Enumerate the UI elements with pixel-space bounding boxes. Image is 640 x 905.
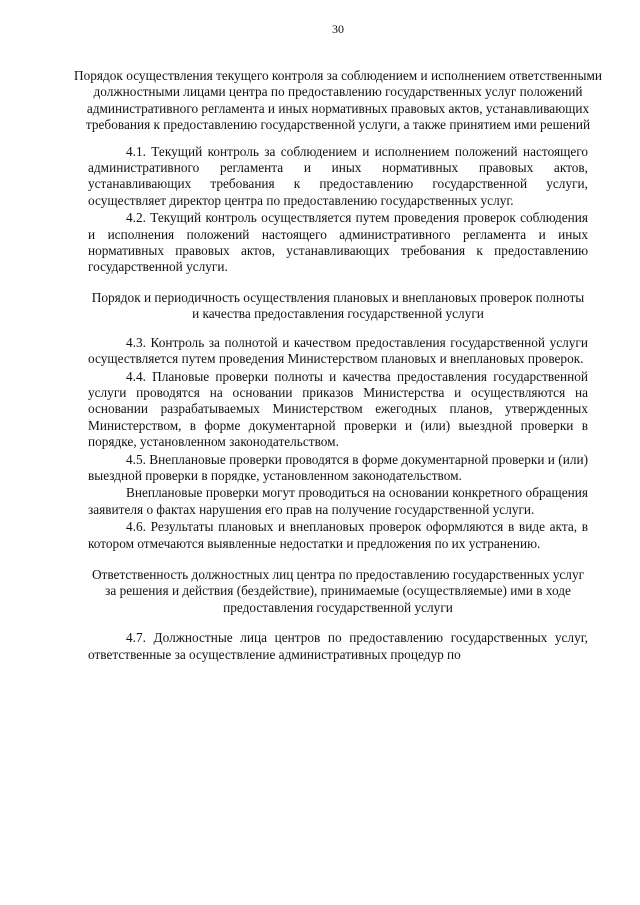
paragraph-4-6: 4.6. Результаты плановых и внеплановых проверок оформляются в виде акта, в котором отмечаются выявленные недостатки и предложения по их устранению.: [88, 519, 588, 551]
section-current-control: [88, 144, 588, 276]
section-heading-inspections: Порядок и периодичность осуществления плановых и внеплановых проверок полноты и качества предоставления государственной услуги: [91, 289, 585, 322]
paragraph-4-1: 4.1. Текущий контроль за соблюдением и исполнением положений настоящего административного регламента и иных нормативных правовых актов, устанавливающих требования к предоставлению государственной услуги, осуществляет директор центра по предоставлению государственных услуг.: [88, 143, 588, 208]
paragraph-4-5: 4.5. Внеплановые проверки проводятся в форме документарной проверки и (или) выездной проверки в порядке, установленном законодательством.: [88, 451, 588, 483]
section-responsibility: [88, 630, 588, 663]
section-heading-current-control: Порядок осуществления текущего контроля за соблюдением и исполнением ответственными должностными лицами центра по предоставлению государственных услуг положений административного регламента и иных нормативных правовых актов, устанавливающих требования к предоставлению государственной услуги, а также принятием ими решений: [74, 68, 602, 133]
paragraph-4-7: 4.7. Должностные лица центров по предоставлению государственных услуг, ответственные за осуществление административных процедур по: [88, 630, 588, 662]
page-number: 30: [332, 22, 344, 36]
paragraph-4-2: 4.2. Текущий контроль осуществляется путем проведения проверок соблюдения и исполнения положений настоящего административного регламента и иных нормативных правовых актов, устанавливающих требования к предоставлению государственной услуги.: [88, 210, 588, 275]
paragraph-4-3: 4.3. Контроль за полнотой и качеством предоставления государственной услуги осуществляется путем проведения Министерством плановых и внеплановых проверок.: [88, 334, 588, 367]
paragraph-4-5-unscheduled: Внеплановые проверки могут проводиться на основании конкретного обращения заявителя о фактах нарушения его прав на получение государственной услуги.: [88, 485, 588, 517]
paragraph-4-4: 4.4. Плановые проверки полноты и качества предоставления государственной услуги проводятся на основании приказов Министерства и осуществляются на основании разрабатываемых Министерством ежегодных планов, утвержденных Министерством, в форме документарной проверки и (или) выездной проверки в порядке, установленном законодательством.: [88, 368, 588, 450]
section-inspections: [88, 335, 588, 552]
section-heading-responsibility: Ответственность должностных лиц центра по предоставлению государственных услуг за решения и действия (бездействие), принимаемые (осуществляемые) ими в ходе предоставления государственной услуги: [91, 566, 585, 615]
